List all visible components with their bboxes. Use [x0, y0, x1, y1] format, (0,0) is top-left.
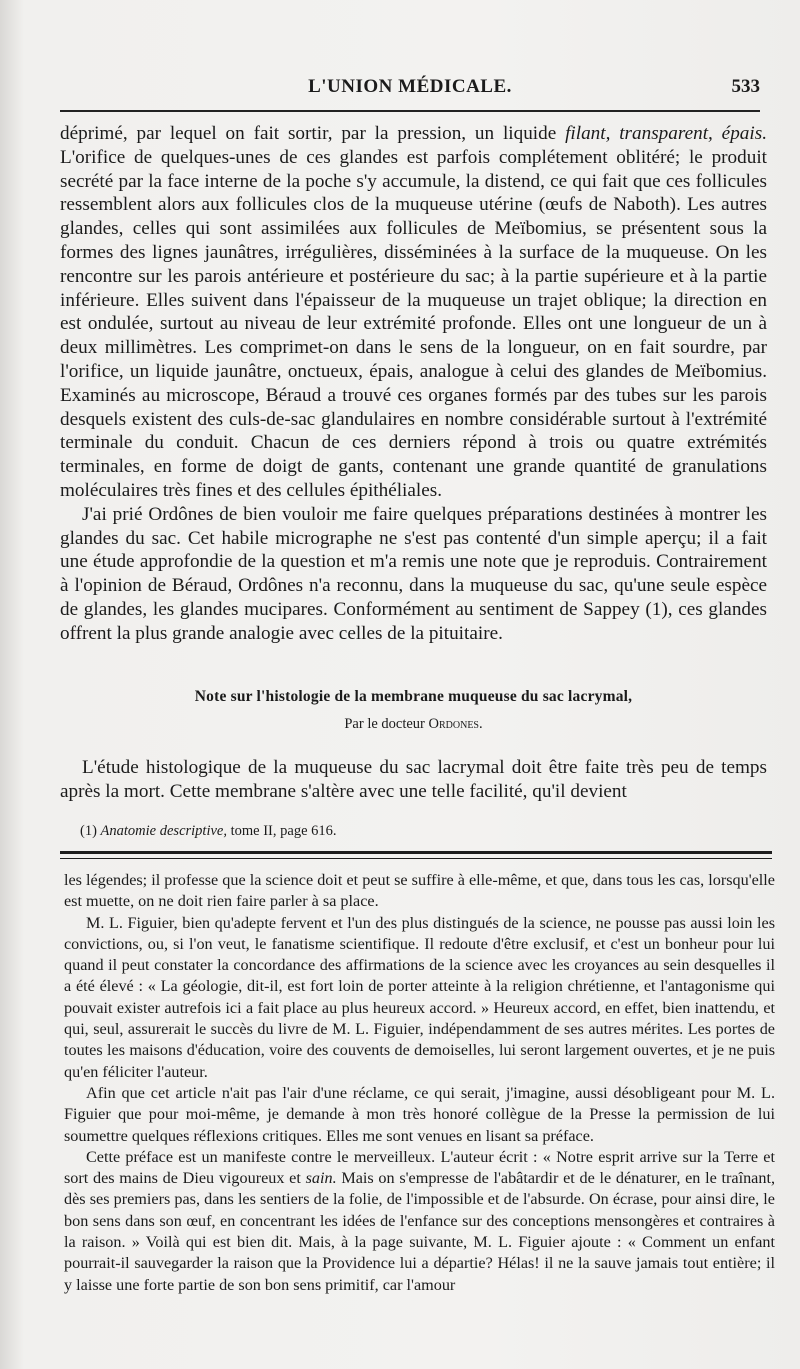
running-title: L'UNION MÉDICALE.: [308, 76, 512, 97]
note-author: [60, 716, 767, 733]
paragraph-glands-rest: L'orifice de quelques-unes de ces glandes est parfois complétement oblitéré; le produit secrété par la face interne de la poche s'y accumule, la distend, ce qui fait que ces follicules ressemblent alors aux follicules clos de la muqueuse utérine (œufs de Naboth). Les autres glandes, celles qui sont assimilées aux follicules de Meïbomius, se présentent sous la formes des lignes jaunâtres, irrégulières, disséminées à la surface de la muqueuse. On les rencontre sur les parois antérieure et postérieure du sac; à la partie supérieure et à la partie inférieure. Elles suivent dans l'épaisseur de la muqueuse un trajet oblique; la direction en est ondulée, surtout au niveau de leur extrémité profonde. Elles ont une longueur de un à deux millimètres. Les comprimet-on dans le sens de la longueur, on en fait sourdre, par l'orifice, un liquide jaunâtre, onctueux, épais, analogue à celui des glandes de Meïbomius. Examinés au microscope, Béraud a trouvé ces organes formés par des tubes sur les parois desquels existent des culs-de-sac glandulaires en nombre considérable surtout à l'extrémité terminale du conduit. Chacun de ces derniers répond à trois ou quatre extrémités terminales, en forme de doigt de gants, contenant une grande quantité de granulations moléculaires très fines et des cellules épithéliales.: [60, 146, 767, 501]
feuilleton-paragraph-4: [64, 1147, 775, 1296]
paragraph-glands-emphasis: filant, transparent, épais.: [565, 123, 767, 144]
footnote-marker: (1): [80, 823, 101, 839]
note-body: [60, 756, 767, 804]
note-paragraph: L'étude histologique de la muqueuse du sac lacrymal doit être faite très peu de temps après la mort. Cette membrane s'altère avec une telle facilité, qu'il devient: [60, 757, 767, 802]
header-rule: [60, 110, 760, 112]
footnote: [80, 823, 760, 840]
feuilleton-paragraph-3: Afin que cet article n'ait pas l'air d'une réclame, ce qui serait, j'imagine, aussi désobligeant pour M. L. Figuier que pour moi-même, je demande à mon très honoré collègue de la Presse la permission de lui soumettre quelques réflexions critiques. Elles me sont venues en lisant sa préface.: [64, 1083, 775, 1145]
paragraph-glands-start: déprimé, par lequel on fait sortir, par la pression, un liquide: [60, 123, 566, 144]
feuilleton-paragraph-4-start: Cette préface est un manifeste contre le merveilleux. L'auteur écrit : « Notre esprit arrive sur la Terre et sort des mains de Dieu vigoureux et: [64, 1147, 775, 1188]
upper-text-block: [60, 122, 767, 646]
note-title: Note sur l'histologie de la membrane muqueuse du sac lacrymal,: [194, 688, 633, 705]
page-number: 533: [731, 76, 760, 97]
feuilleton-paragraph-4-emphasis: sain.: [305, 1169, 337, 1188]
note-author-prefix: Par le docteur: [344, 716, 429, 732]
feuilleton-paragraph-1: les légendes; il professe que la science doit et peut se suffire à elle-même, et que, dans tous les cas, lorsqu'elle est muette, on ne doit rien faire parler à sa place.: [64, 871, 775, 911]
feuilleton-rule-thick: [60, 851, 772, 854]
feuilleton-paragraph-4-rest: Mais on s'empresse de l'abâtardir et de le dénaturer, en le traînant, dès ses premiers pas, dans les sentiers de la folie, de l'impossible et de l'absurde. On écrase, pour ainsi dire, le bon sens dans son œuf, en concentrant les idées de l'enfance sur des conceptions mensongères et contraires à la raison. » Voilà qui est bien dit. Mais, à la page suivante, M. L. Figuier ajoute : « Comment un enfant pourrait-il sauvegarder la raison que la Providence lui a départie? Hélas! il ne la sauve jamais tout entière; il y laisse une forte partie de son bon sens primitif, car l'amour: [64, 1169, 775, 1294]
paragraph-glands: [60, 122, 767, 503]
feuilleton-rule-thin: [60, 858, 772, 859]
footnote-title: Anatomie descriptive,: [100, 823, 227, 839]
note-author-name: Ordones.: [428, 716, 483, 732]
feuilleton-paragraph-2: M. L. Figuier, bien qu'adepte fervent et l'un des plus distingués de la science, ne pousse pas aussi loin les convictions, ou, si l'on veut, le fanatisme scientifique. Il redoute d'être exclusif, et c'est un bonheur pour lui quand il peut constater la concordance des affirmations de la science avec les croyances au sein desquelles il a été élevé : « La géologie, dit-il, est fort loin de porter atteinte à la religion chrétienne, et l'antagonisme qui pouvait exister autrefois ici a fait place au plus heureux accord. » Heureux accord, en effet, bien inattendu, et qui, seul, assurerait le succès du livre de M. L. Figuier, indépendamment de ses autres mérites. Les portes de toutes les maisons d'éducation, voire des couvents de demoiselles, lui seront largement ouvertes, et je ne puis qu'en féliciter l'auteur.: [64, 913, 775, 1081]
footnote-rest: tome II, page 616.: [226, 823, 337, 839]
page-header: [60, 76, 760, 106]
paragraph-ordones: J'ai prié Ordônes de bien vouloir me faire quelques préparations destinées à montrer les glandes du sac. Cet habile micrographe ne s'est pas contenté d'un simple aperçu; il a fait une étude approfondie de la question et m'a remis une note que je reproduis. Contrairement à l'opinion de Béraud, Ordônes n'a reconnu, dans la muqueuse du sac, qu'une seule espèce de glandes, les glandes mucipares. Conformément au sentiment de Sappey (1), ces glandes offrent la plus grande analogie avec celles de la pituitaire.: [60, 503, 767, 644]
feuilleton-text-block: [64, 870, 775, 1296]
